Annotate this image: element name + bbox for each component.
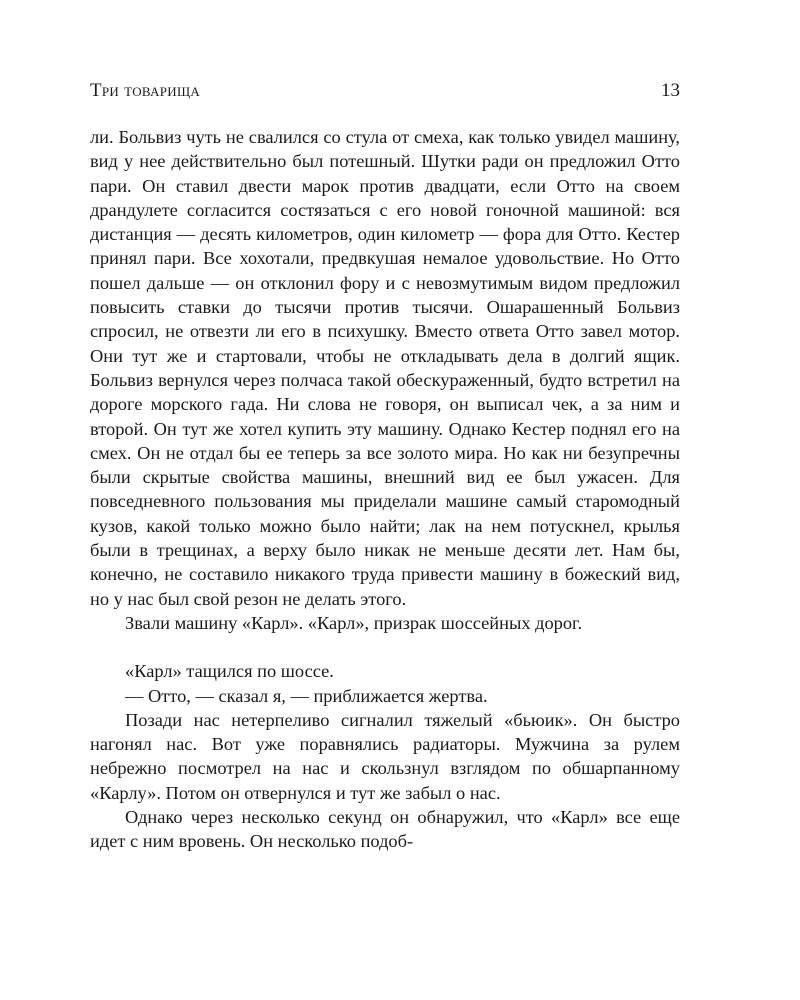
dialogue-line: — Отто, — сказал я, — приближается жертва. (125, 685, 488, 706)
page-number: 13 (661, 80, 680, 101)
paragraph: «Карл» тащился по шоссе. (125, 661, 334, 682)
paragraph-continued: ли. Больвиз чуть не свалился со стула от смеха, как только увидел машину, вид у нее действительно был потешный. Шутки ради он предложил Отто пари. Он ставил двести марок против двадцати, если Отто на своем драндулете согласится состязаться с его новой гоночной машиной: вся дистанция — десять километров, один километр — фора для Отто. Кестер принял пари. Все хохотали, предвкушая немалое удовольствие. Но Отто пошел дальше — он отклонил фору и с невозмутимым видом предложил повысить ставки до тысячи против тысячи. Ошарашенный Больвиз спросил, не отвезти ли его в психушку. Вместо ответа Отто завел мотор. Они тут же и стартовали, чтобы не откладывать дела в долгий ящик. Больвиз вернулся через полчаса такой обескураженный, будто встретил на дороге морского гада. Ни слова не говоря, он выписал чек, а за ним и второй. Он тут же хотел купить эту машину. Однако Кестер поднял его на смех. Он не отдал бы ее теперь за все золото мира. Но как ни безупречны были скрытые свойства машины, внешний вид ее был ужасен. Для повседневного пользования мы приделали машине самый старомодный кузов, какой только можно было найти; лак на нем потускнел, крылья были в трещинах, а верху было никак не меньше десяти лет. Нам бы, конечно, не составило никакого труда привести машину в божеский вид, но у нас был свой резон не делать этого. (90, 127, 680, 609)
book-page (90, 80, 680, 854)
body-text (90, 125, 680, 854)
paragraph: Позади нас нетерпеливо сигналил тяжелый «бьюик». Он быстро нагонял нас. Вот уже поравнялись радиаторы. Мужчина за рулем небрежно посмотрел на нас и скользнул взглядом по обшарпанному «Карлу». Потом он отвернулся и тут же забыл о нас. (90, 709, 680, 803)
running-header (90, 80, 680, 110)
paragraph: Однако через несколько секунд он обнаружил, что «Карл» все еще идет с ним вровень. Он несколько подоб- (90, 807, 680, 852)
paragraph: Звали машину «Карл». «Карл», призрак шоссейных дорог. (125, 612, 583, 633)
book-title: Три товарища (90, 80, 201, 101)
